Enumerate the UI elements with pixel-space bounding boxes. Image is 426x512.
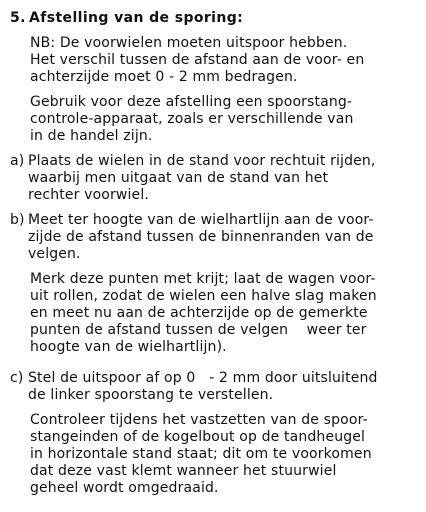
step-a-marker: a) [10, 153, 25, 169]
step-b-detail-line-4: punten de afstand tussen de velgen weer ter [30, 322, 367, 338]
step-b-detail-line-5: hoogte van de wielhartlijn). [30, 339, 227, 355]
step-b-line-2: zijde de afstand tussen de binnenranden van de [28, 229, 374, 245]
step-c-detail-line-1: Controleer tijdens het vastzetten van de spoor- [30, 412, 368, 428]
step-c-line-2: de linker spoorstang te verstellen. [28, 387, 274, 403]
step-b-detail-line-2: uit rollen, zodat de wielen een halve slag maken [30, 288, 377, 304]
step-c-detail-line-4: dat deze vast klemt wanneer het stuurwiel [30, 463, 337, 479]
step-c-detail-line-3: in horizontale stand staat; dit om te voorkomen [30, 446, 372, 462]
note-line-1: NB: De voorwielen moeten uitspoor hebben. [30, 35, 348, 51]
step-b-marker: b) [10, 212, 25, 228]
intro-line-3: in de handel zijn. [30, 128, 153, 144]
section-number: 5. [10, 10, 26, 26]
step-b-detail-line-1: Merk deze punten met krijt; laat de wagen voor- [30, 271, 376, 287]
step-c-detail-line-2: stangeinden of de kogelbout op de tandheugel [30, 429, 366, 445]
note-line-2: Het verschil tussen de afstand aan de voor- en [30, 52, 365, 68]
step-b-line-1: Meet ter hoogte van de wielhartlijn aan de voor- [28, 212, 374, 228]
note-line-3: achterzijde moet 0 - 2 mm bedragen. [30, 69, 298, 85]
intro-line-1: Gebruik voor deze afstelling een spoorstang- [30, 94, 353, 110]
step-a-line-1: Plaats de wielen in de stand voor rechtuit rijden, [28, 153, 376, 169]
intro-line-2: controle-apparaat, zoals er verschillende van [30, 111, 354, 127]
step-c-marker: c) [10, 370, 24, 386]
step-b-detail-line-3: en meet nu aan de achterzijde op de gemerkte [30, 305, 368, 321]
step-c-line-1: Stel de uitspoor af op 0 - 2 mm door uitsluitend [28, 370, 378, 386]
step-c-detail-line-5: geheel wordt omgedraaid. [30, 480, 219, 496]
step-b-line-3: velgen. [28, 246, 81, 262]
step-a-line-3: rechter voorwiel. [28, 187, 149, 203]
step-a-line-2: waarbij men uitgaat van de stand van het [28, 170, 329, 186]
section-title: Afstelling van de sporing: [29, 10, 244, 26]
